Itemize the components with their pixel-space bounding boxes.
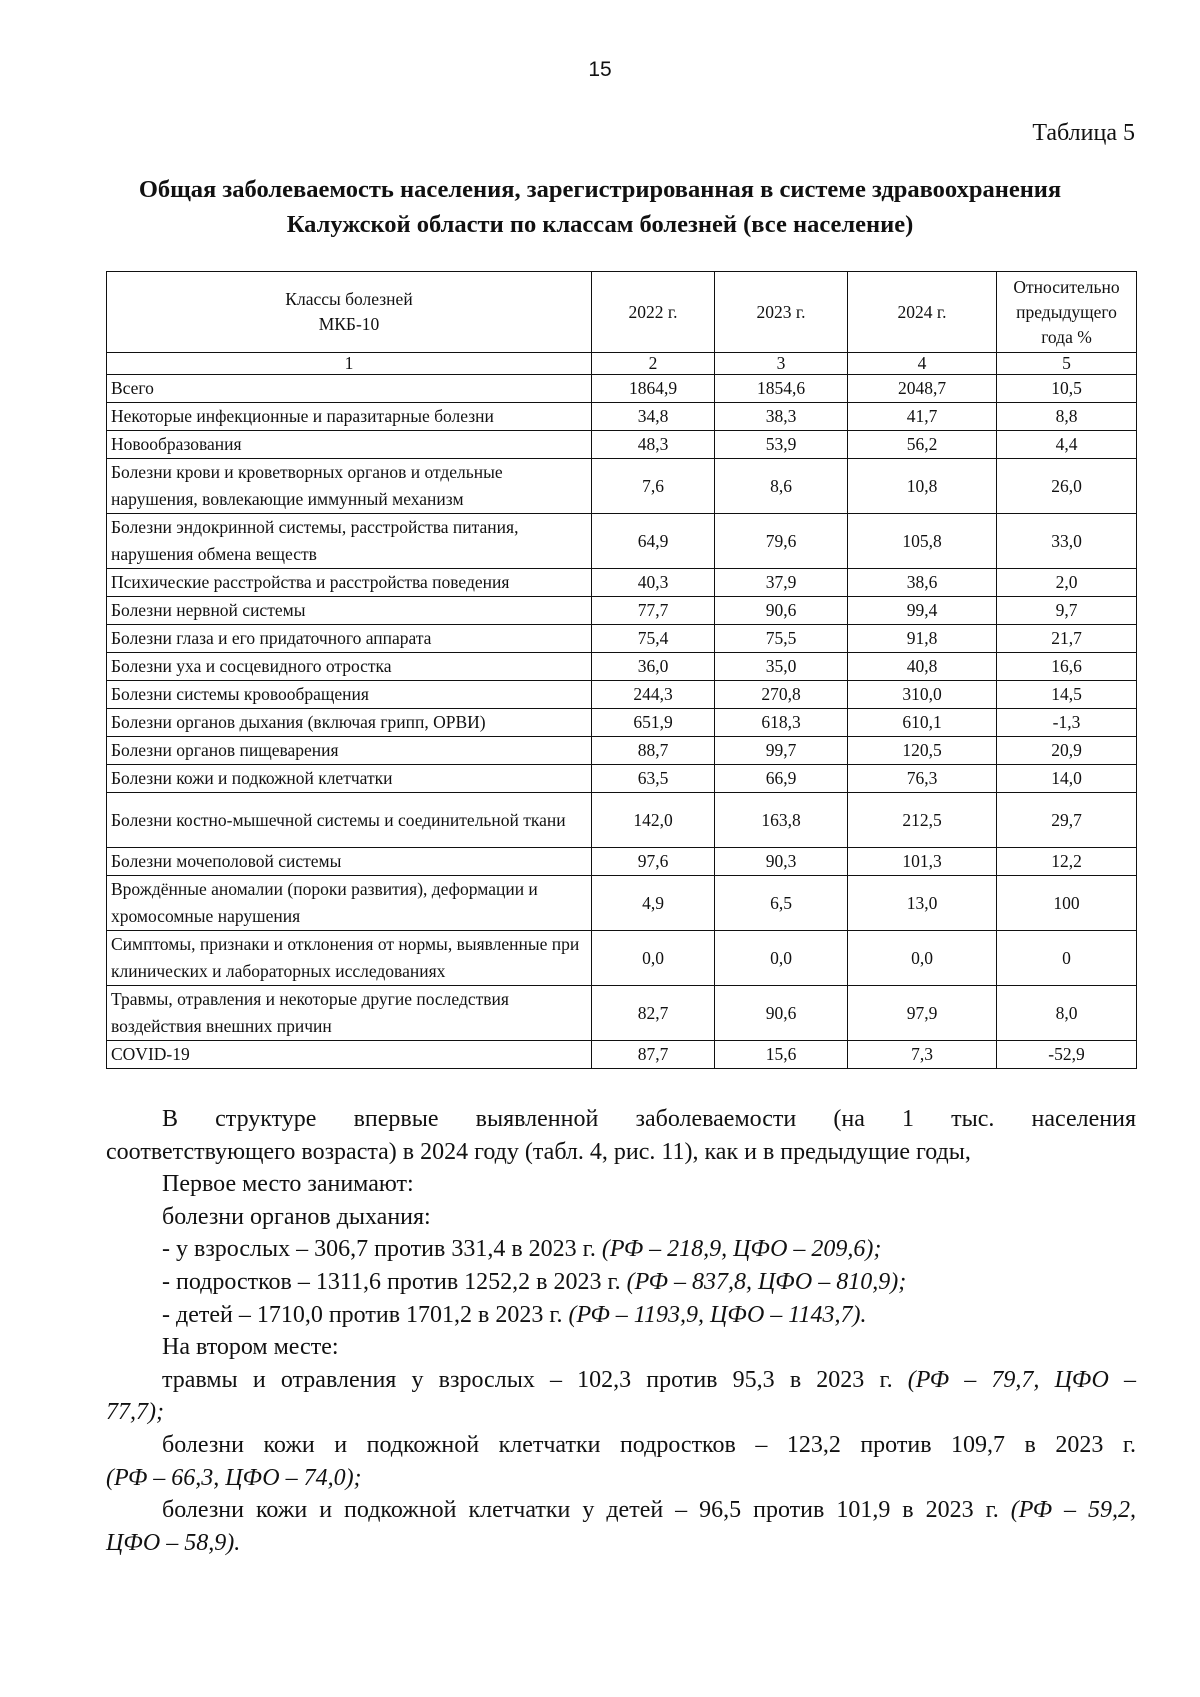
value-2024-cell: 99,4	[848, 597, 997, 625]
value-2024-cell: 105,8	[848, 514, 997, 569]
table-header-row	[107, 272, 1137, 353]
table-row	[107, 793, 1137, 848]
value-2024-cell: 310,0	[848, 681, 997, 709]
value-2022-cell: 82,7	[592, 986, 715, 1041]
value-2024-cell: 10,8	[848, 459, 997, 514]
value-2023-cell: 35,0	[715, 653, 848, 681]
relative-change-cell: 8,8	[997, 403, 1137, 431]
table-row	[107, 514, 1137, 569]
disease-class-cell: Новообразования	[107, 431, 592, 459]
relative-change-cell: 14,0	[997, 765, 1137, 793]
value-2024-cell: 13,0	[848, 876, 997, 931]
table-row	[107, 625, 1137, 653]
relative-change-cell: 20,9	[997, 737, 1137, 765]
table-row	[107, 403, 1137, 431]
disease-class-cell: Болезни уха и сосцевидного отростка	[107, 653, 592, 681]
value-2022-cell: 48,3	[592, 431, 715, 459]
title-line-2: Калужской области по классам болезней (все население)	[286, 211, 914, 238]
relative-change-cell: -52,9	[997, 1041, 1137, 1069]
disease-class-cell: Болезни органов дыхания (включая грипп, ОРВИ)	[107, 709, 592, 737]
value-2022-cell: 40,3	[592, 569, 715, 597]
header-2023: 2023 г.	[715, 272, 848, 353]
adults-line: - у взрослых – 306,7 против 331,4 в 2023 г. (РФ – 218,9, ЦФО – 209,6);	[162, 1236, 882, 1263]
value-2023-cell: 1854,6	[715, 375, 848, 403]
value-2023-cell: 15,6	[715, 1041, 848, 1069]
value-2022-cell: 75,4	[592, 625, 715, 653]
value-2023-cell: 0,0	[715, 931, 848, 986]
respiratory-heading: болезни органов дыхания:	[162, 1203, 431, 1230]
value-2023-cell: 37,9	[715, 569, 848, 597]
table-row	[107, 459, 1137, 514]
value-2022-cell: 77,7	[592, 597, 715, 625]
value-2024-cell: 101,3	[848, 848, 997, 876]
column-index: 1	[107, 353, 592, 375]
disease-class-cell: Болезни мочеполовой системы	[107, 848, 592, 876]
disease-class-cell: Всего	[107, 375, 592, 403]
header-2024: 2024 г.	[848, 272, 997, 353]
disease-class-cell: Болезни глаза и его придаточного аппарата	[107, 625, 592, 653]
relative-change-cell: 0	[997, 931, 1137, 986]
value-2022-cell: 7,6	[592, 459, 715, 514]
value-2022-cell: 1864,9	[592, 375, 715, 403]
value-2024-cell: 0,0	[848, 931, 997, 986]
value-2022-cell: 87,7	[592, 1041, 715, 1069]
value-2023-cell: 75,5	[715, 625, 848, 653]
value-2024-cell: 38,6	[848, 569, 997, 597]
column-index: 5	[997, 353, 1137, 375]
table-row	[107, 765, 1137, 793]
value-2024-cell: 2048,7	[848, 375, 997, 403]
value-2024-cell: 610,1	[848, 709, 997, 737]
paragraph-intro-line-2: соответствующего возраста) в 2024 году (табл. 4, рис. 11), как и в предыдущие годы,	[106, 1138, 971, 1165]
table-caption: Таблица 5	[1032, 120, 1135, 146]
value-2022-cell: 142,0	[592, 793, 715, 848]
value-2023-cell: 99,7	[715, 737, 848, 765]
table-body	[107, 375, 1137, 1069]
disease-class-cell: Симптомы, признаки и отклонения от нормы, выявленные при клинических и лабораторных исследованиях	[107, 931, 592, 986]
relative-change-cell: 10,5	[997, 375, 1137, 403]
column-index-row	[107, 353, 1137, 375]
relative-change-cell: 14,5	[997, 681, 1137, 709]
value-2023-cell: 8,6	[715, 459, 848, 514]
value-2022-cell: 64,9	[592, 514, 715, 569]
column-index: 4	[848, 353, 997, 375]
relative-change-cell: 16,6	[997, 653, 1137, 681]
relative-change-cell: 29,7	[997, 793, 1137, 848]
value-2023-cell: 90,3	[715, 848, 848, 876]
table-row	[107, 737, 1137, 765]
disease-class-cell: Болезни органов пищеварения	[107, 737, 592, 765]
table-row	[107, 848, 1137, 876]
value-2024-cell: 7,3	[848, 1041, 997, 1069]
table-row	[107, 431, 1137, 459]
value-2022-cell: 4,9	[592, 876, 715, 931]
value-2022-cell: 63,5	[592, 765, 715, 793]
value-2022-cell: 34,8	[592, 403, 715, 431]
value-2023-cell: 270,8	[715, 681, 848, 709]
morbidity-table	[106, 271, 1137, 1069]
table-row	[107, 681, 1137, 709]
value-2024-cell: 120,5	[848, 737, 997, 765]
value-2023-cell: 6,5	[715, 876, 848, 931]
skin-children-line: болезни кожи и подкожной клетчатки у детей – 96,5 против 101,9 в 2023 г. (РФ – 59,2,	[162, 1497, 1137, 1524]
value-2023-cell: 90,6	[715, 597, 848, 625]
teens-line: - подростков – 1311,6 против 1252,2 в 2023 г. (РФ – 837,8, ЦФО – 810,9);	[162, 1268, 907, 1295]
relative-change-cell: 9,7	[997, 597, 1137, 625]
value-2024-cell: 41,7	[848, 403, 997, 431]
value-2022-cell: 36,0	[592, 653, 715, 681]
title-line-1: Общая заболеваемость населения, зарегистрированная в системе здравоохранения	[138, 176, 1062, 203]
disease-class-cell: COVID-19	[107, 1041, 592, 1069]
skin-teens-line: болезни кожи и подкожной клетчатки подростков – 123,2 против 109,7 в 2023 г.	[162, 1431, 1136, 1458]
table-row	[107, 653, 1137, 681]
value-2024-cell: 76,3	[848, 765, 997, 793]
value-2023-cell: 66,9	[715, 765, 848, 793]
value-2023-cell: 79,6	[715, 514, 848, 569]
column-index: 3	[715, 353, 848, 375]
page-number: 15	[588, 58, 612, 81]
skin-children-ref: ЦФО – 58,9).	[106, 1529, 241, 1556]
value-2024-cell: 97,9	[848, 986, 997, 1041]
relative-change-cell: -1,3	[997, 709, 1137, 737]
table-row	[107, 597, 1137, 625]
trauma-line: травмы и отравления у взрослых – 102,3 против 95,3 в 2023 г. (РФ – 79,7, ЦФО –	[162, 1366, 1136, 1393]
paragraph-intro-line-1: В структуре впервые выявленной заболеваемости (на 1 тыс. населения	[162, 1106, 1136, 1132]
first-place-heading: Первое место занимают:	[162, 1171, 414, 1198]
value-2024-cell: 212,5	[848, 793, 997, 848]
table-row	[107, 375, 1137, 403]
table-row	[107, 986, 1137, 1041]
value-2022-cell: 0,0	[592, 931, 715, 986]
disease-class-cell: Болезни эндокринной системы, расстройства питания, нарушения обмена веществ	[107, 514, 592, 569]
disease-class-cell: Болезни кожи и подкожной клетчатки	[107, 765, 592, 793]
disease-class-cell: Болезни нервной системы	[107, 597, 592, 625]
disease-class-cell: Врождённые аномалии (пороки развития), деформации и хромосомные нарушения	[107, 876, 592, 931]
value-2024-cell: 91,8	[848, 625, 997, 653]
table-row	[107, 569, 1137, 597]
value-2023-cell: 618,3	[715, 709, 848, 737]
relative-change-cell: 100	[997, 876, 1137, 931]
skin-teens-ref: (РФ – 66,3, ЦФО – 74,0);	[106, 1464, 362, 1491]
header-disease-class: Классы болезней МКБ-10	[107, 272, 592, 353]
disease-class-cell: Болезни крови и кроветворных органов и отдельные нарушения, вовлекающие иммунный механизм	[107, 459, 592, 514]
relative-change-cell: 2,0	[997, 569, 1137, 597]
value-2023-cell: 53,9	[715, 431, 848, 459]
disease-class-cell: Болезни костно-мышечной системы и соединительной ткани	[107, 793, 592, 848]
disease-class-cell: Травмы, отравления и некоторые другие последствия воздействия внешних причин	[107, 986, 592, 1041]
value-2022-cell: 651,9	[592, 709, 715, 737]
header-relative: Относительно предыдущего года %	[997, 272, 1137, 353]
disease-class-cell: Болезни системы кровообращения	[107, 681, 592, 709]
table-row	[107, 876, 1137, 931]
value-2023-cell: 163,8	[715, 793, 848, 848]
value-2022-cell: 97,6	[592, 848, 715, 876]
value-2022-cell: 244,3	[592, 681, 715, 709]
value-2024-cell: 40,8	[848, 653, 997, 681]
relative-change-cell: 33,0	[997, 514, 1137, 569]
relative-change-cell: 26,0	[997, 459, 1137, 514]
children-line: - детей – 1710,0 против 1701,2 в 2023 г. (РФ – 1193,9, ЦФО – 1143,7).	[162, 1301, 867, 1328]
table-title	[70, 172, 1130, 242]
table-row	[107, 1041, 1137, 1069]
value-2024-cell: 56,2	[848, 431, 997, 459]
table-row	[107, 931, 1137, 986]
table-row	[107, 709, 1137, 737]
relative-change-cell: 21,7	[997, 625, 1137, 653]
value-2023-cell: 90,6	[715, 986, 848, 1041]
trauma-line-cont: 77,7);	[106, 1399, 164, 1426]
value-2023-cell: 38,3	[715, 403, 848, 431]
value-2022-cell: 88,7	[592, 737, 715, 765]
disease-class-cell: Психические расстройства и расстройства поведения	[107, 569, 592, 597]
relative-change-cell: 4,4	[997, 431, 1137, 459]
relative-change-cell: 8,0	[997, 986, 1137, 1041]
body-text	[106, 1103, 1136, 1559]
header-2022: 2022 г.	[592, 272, 715, 353]
column-index: 2	[592, 353, 715, 375]
relative-change-cell: 12,2	[997, 848, 1137, 876]
second-place-heading: На втором месте:	[162, 1334, 339, 1361]
disease-class-cell: Некоторые инфекционные и паразитарные болезни	[107, 403, 592, 431]
